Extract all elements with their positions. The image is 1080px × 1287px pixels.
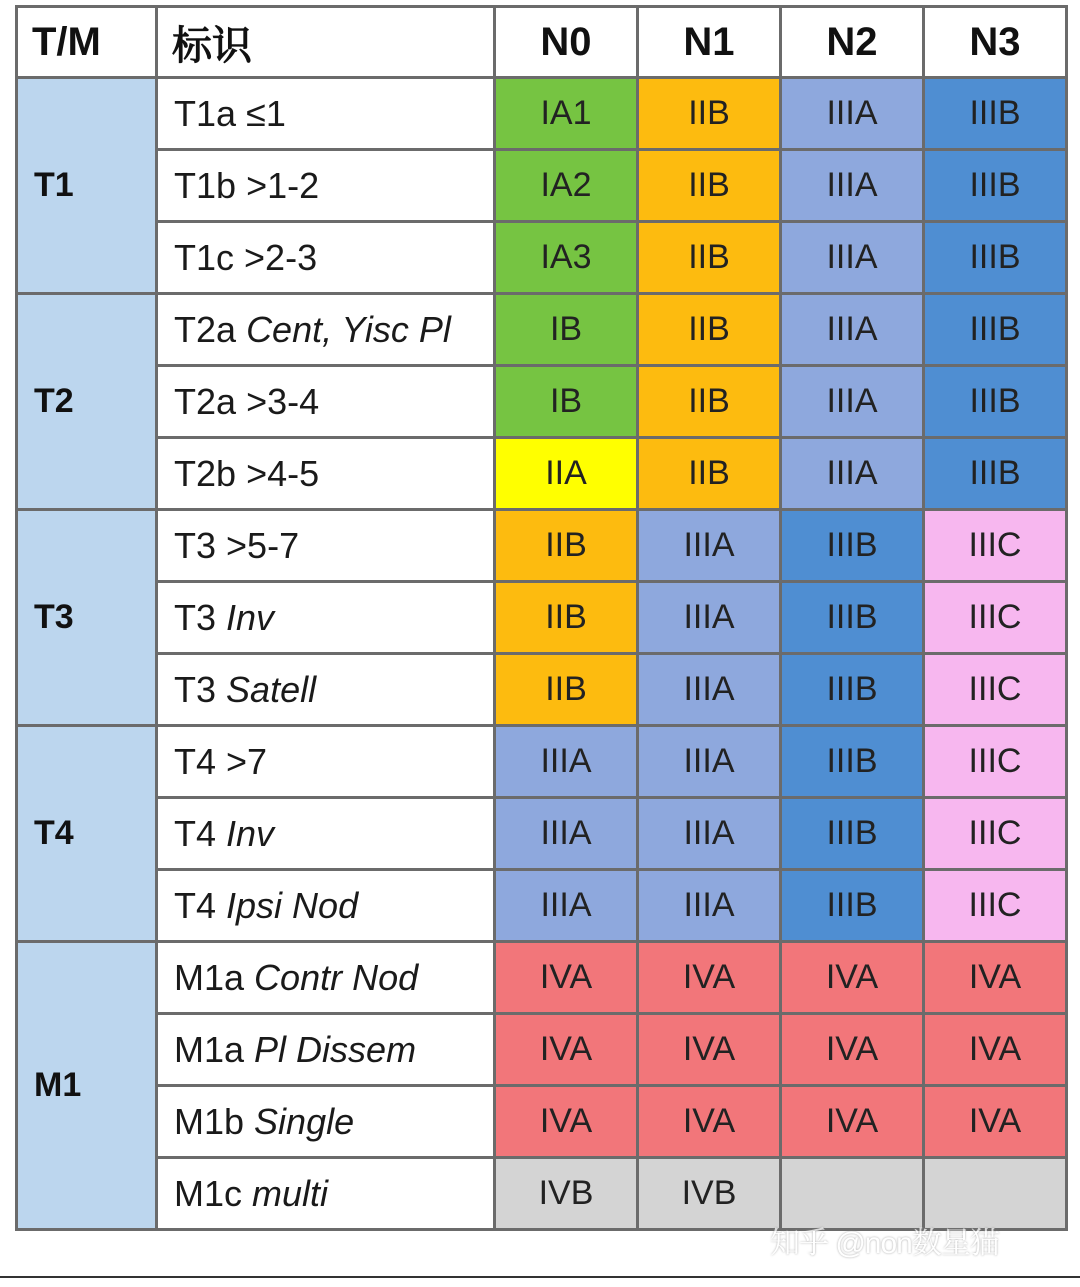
stage-cell-n0: IIB	[495, 582, 638, 654]
row-description: Cent, Yisc Pl	[246, 308, 451, 350]
table-row	[17, 150, 1067, 222]
row-code: T1b	[174, 164, 237, 206]
row-size: >2-3	[244, 236, 318, 278]
stage-cell-n1: IVB	[638, 1158, 781, 1230]
table-row	[17, 294, 1067, 366]
row-code: T4	[174, 740, 217, 782]
row-code: M1a	[174, 1028, 245, 1070]
stage-cell-n1: IIIA	[638, 870, 781, 942]
stage-cell-n1: IIIA	[638, 798, 781, 870]
stage-cell-n3: IIIC	[924, 654, 1067, 726]
stage-cell-n1: IIIA	[638, 654, 781, 726]
row-description: multi	[252, 1172, 329, 1214]
stage-cell-n1: IVA	[638, 942, 781, 1014]
row-description: Inv	[226, 596, 275, 638]
stage-cell-n3: IIIB	[924, 294, 1067, 366]
row-code: M1b	[174, 1100, 245, 1142]
stage-cell-n3: IIIB	[924, 150, 1067, 222]
stage-cell-n3: IVA	[924, 1086, 1067, 1158]
group-label: M1	[17, 942, 157, 1230]
watermark: 知乎 @non数星猫	[770, 1227, 999, 1260]
row-size: >4-5	[246, 452, 320, 494]
row-label	[157, 582, 495, 654]
table-row	[17, 870, 1067, 942]
stage-cell-n0: IIB	[495, 510, 638, 582]
header-n3: N3	[924, 7, 1067, 78]
header-tm: T/M	[17, 7, 157, 78]
stage-cell-n2: IIIB	[781, 798, 924, 870]
stage-cell-n2: IIIA	[781, 150, 924, 222]
header-n1: N1	[638, 7, 781, 78]
stage-cell-n1: IIIA	[638, 510, 781, 582]
header-n0: N0	[495, 7, 638, 78]
stage-cell-n1: IIB	[638, 438, 781, 510]
row-label	[157, 1014, 495, 1086]
header-label: 标识	[157, 7, 495, 78]
bottom-divider	[0, 1276, 1080, 1278]
row-label	[157, 798, 495, 870]
table-row	[17, 798, 1067, 870]
stage-cell-n1: IIB	[638, 294, 781, 366]
row-code: M1c	[174, 1172, 243, 1214]
row-code: T2a	[174, 308, 237, 350]
row-code: T2b	[174, 452, 237, 494]
stage-cell-n3: IIIB	[924, 366, 1067, 438]
row-description: Inv	[226, 812, 275, 854]
stage-cell-n0: IIA	[495, 438, 638, 510]
row-label	[157, 510, 495, 582]
group-label: T1	[17, 78, 157, 294]
stage-cell-n0: IVA	[495, 1014, 638, 1086]
row-description: Satell	[226, 668, 317, 710]
stage-cell-n3: IIIC	[924, 582, 1067, 654]
row-code: T3	[174, 524, 217, 566]
table-row	[17, 654, 1067, 726]
stage-cell-n2: IIIB	[781, 870, 924, 942]
stage-cell-n3: IVA	[924, 942, 1067, 1014]
group-label: T4	[17, 726, 157, 942]
table-row	[17, 726, 1067, 798]
row-label	[157, 78, 495, 150]
stage-cell-n2: IIIB	[781, 726, 924, 798]
row-code: T1c	[174, 236, 235, 278]
stage-cell-n3: IIIB	[924, 438, 1067, 510]
row-size: ≤1	[246, 92, 286, 134]
stage-cell-n2: IIIA	[781, 294, 924, 366]
table-row	[17, 1014, 1067, 1086]
stage-cell-n0: IB	[495, 294, 638, 366]
tnm-staging-table	[15, 5, 1068, 1231]
row-description: Ipsi Nod	[226, 884, 359, 926]
stage-cell-n2: IIIB	[781, 654, 924, 726]
group-label: T2	[17, 294, 157, 510]
stage-cell-n3: IIIC	[924, 798, 1067, 870]
row-label	[157, 942, 495, 1014]
stage-cell-n0: IA3	[495, 222, 638, 294]
stage-cell-n2: IVA	[781, 1086, 924, 1158]
stage-cell-n2: IIIA	[781, 222, 924, 294]
row-label	[157, 1158, 495, 1230]
row-description: Contr Nod	[254, 956, 419, 998]
stage-cell-n0: IB	[495, 366, 638, 438]
table-row	[17, 78, 1067, 150]
tnm-staging-table-container	[15, 5, 1065, 1275]
row-label	[157, 654, 495, 726]
row-label	[157, 1086, 495, 1158]
stage-cell-n1: IVA	[638, 1086, 781, 1158]
row-description: Single	[254, 1100, 355, 1142]
row-label	[157, 294, 495, 366]
stage-cell-n3: IIIB	[924, 78, 1067, 150]
stage-cell-n0: IIIA	[495, 726, 638, 798]
stage-cell-n0: IVB	[495, 1158, 638, 1230]
table-body	[17, 78, 1067, 1230]
stage-cell-n3: IVA	[924, 1014, 1067, 1086]
table-row	[17, 1086, 1067, 1158]
stage-cell-n1: IIB	[638, 78, 781, 150]
stage-cell-n1: IIB	[638, 150, 781, 222]
stage-cell-n2: IIIA	[781, 366, 924, 438]
table-row	[17, 438, 1067, 510]
row-description: Pl Dissem	[254, 1028, 417, 1070]
stage-cell-n2: IIIA	[781, 438, 924, 510]
stage-cell-n1: IIB	[638, 366, 781, 438]
stage-cell-n2: IVA	[781, 942, 924, 1014]
table-row	[17, 510, 1067, 582]
row-label	[157, 438, 495, 510]
group-label: T3	[17, 510, 157, 726]
table-row	[17, 942, 1067, 1014]
row-label	[157, 726, 495, 798]
stage-cell-n3: IIIC	[924, 726, 1067, 798]
stage-cell-n0: IIIA	[495, 798, 638, 870]
stage-cell-n2: IIIB	[781, 582, 924, 654]
stage-cell-n2: IIIA	[781, 78, 924, 150]
stage-cell-n0: IVA	[495, 1086, 638, 1158]
stage-cell-n1: IIIA	[638, 582, 781, 654]
row-code: T3	[174, 596, 217, 638]
row-code: T4	[174, 812, 217, 854]
row-code: T3	[174, 668, 217, 710]
row-code: T4	[174, 884, 217, 926]
row-code: M1a	[174, 956, 245, 998]
row-label	[157, 366, 495, 438]
stage-cell-n1: IVA	[638, 1014, 781, 1086]
stage-cell-n0: IA1	[495, 78, 638, 150]
table-row	[17, 222, 1067, 294]
row-size: >5-7	[226, 524, 300, 566]
row-code: T2a	[174, 380, 237, 422]
stage-cell-n3: IIIC	[924, 510, 1067, 582]
row-size: >3-4	[246, 380, 320, 422]
table-row	[17, 582, 1067, 654]
stage-cell-n3: IIIC	[924, 870, 1067, 942]
stage-cell-n0: IIIA	[495, 870, 638, 942]
stage-cell-n0: IIB	[495, 654, 638, 726]
row-size: >1-2	[246, 164, 320, 206]
stage-cell-n0: IA2	[495, 150, 638, 222]
stage-cell-n1: IIB	[638, 222, 781, 294]
row-label	[157, 150, 495, 222]
stage-cell-n2: IVA	[781, 1014, 924, 1086]
row-size: >7	[226, 740, 268, 782]
stage-cell-n1: IIIA	[638, 726, 781, 798]
header-row	[17, 7, 1067, 78]
stage-cell-n0: IVA	[495, 942, 638, 1014]
row-label	[157, 222, 495, 294]
row-code: T1a	[174, 92, 237, 134]
header-n2: N2	[781, 7, 924, 78]
stage-cell-n2: IIIB	[781, 510, 924, 582]
table-row	[17, 366, 1067, 438]
stage-cell-n3: IIIB	[924, 222, 1067, 294]
row-label	[157, 870, 495, 942]
